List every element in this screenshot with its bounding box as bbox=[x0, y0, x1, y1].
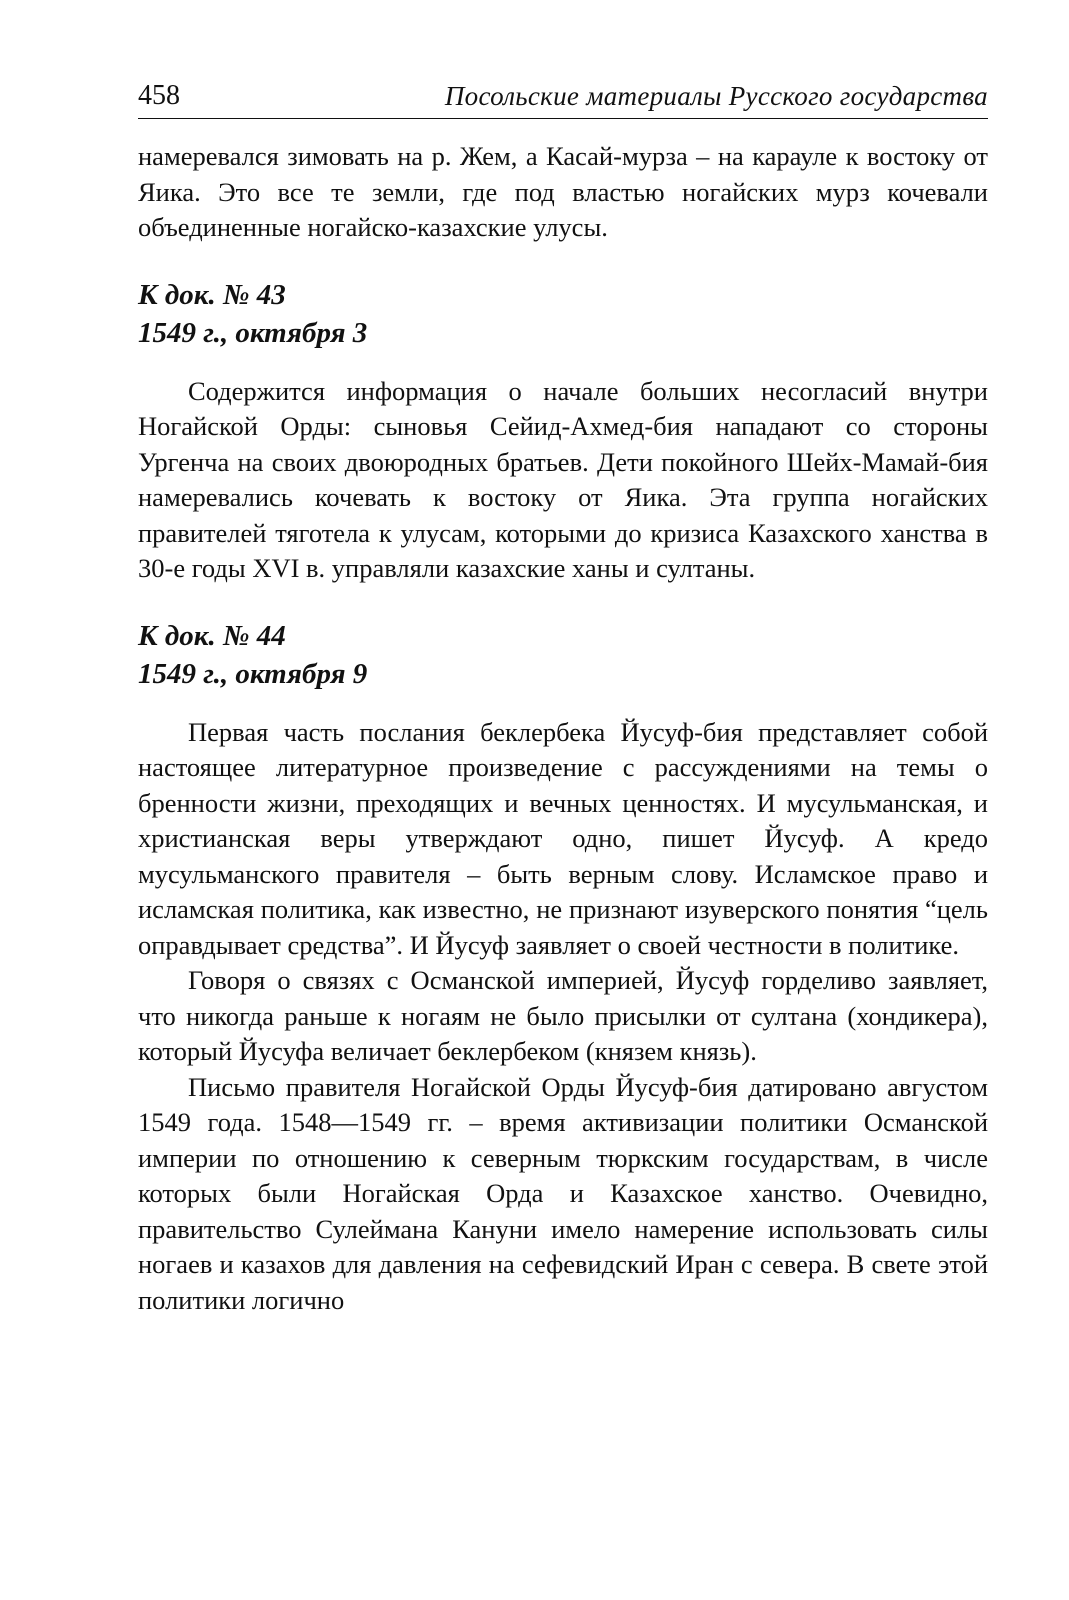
running-head bbox=[138, 78, 988, 119]
paragraph: Содержится информация о начале больших несогласий внутри Ногайской Орды: сыновья Сейид-Ахмед-бия нападают со стороны Ургенча на своих двоюродных братьев. Дети покойного Шейх-Мамай-бия намеревались кочевать к востоку от Яика. Эта группа ногайских правителей тяготела к улусам, которыми до кризиса Казахского ханства в 30-е годы XVI в. управляли казахские ханы и султаны. bbox=[138, 375, 988, 583]
doc-heading bbox=[138, 276, 988, 352]
intro-paragraph: намеревался зимовать на р. Жем, а Касай-мурза – на карауле к востоку от Яика. Это все те земли, где под властью ногайских мурз кочевали объединенные ногайско-казахские улусы. bbox=[138, 141, 988, 242]
doc-date: 1549 г., октября 9 bbox=[138, 657, 368, 690]
book-page bbox=[138, 78, 988, 1318]
doc-ref: К док. № 43 bbox=[138, 278, 286, 311]
paragraph: Первая часть послания беклербека Йусуф-бия представляет собой настоящее литературное произведение с рассуждениями на темы о бренности жизни, преходящих и вечных ценностях. И мусульманская, и христианская веры утверждают одно, пишет Йусуф. А кредо мусульманского правителя – быть верным слову. Исламское право и исламская политика, как известно, не признают изуверского понятия “цель оправдывает средства”. И Йусуф заявляет о своей честности в политике. bbox=[138, 716, 988, 960]
body-text bbox=[138, 139, 988, 1318]
paragraph: Говоря о связях с Османской империей, Йусуф горделиво заявляет, что никогда раньше к ногаям не было присылки от султана (хондикера), который Йусуфа величает беклербеком (князем князь). bbox=[138, 965, 988, 1066]
page-number: 458 bbox=[138, 80, 180, 111]
section-doc-43 bbox=[138, 276, 988, 587]
doc-heading bbox=[138, 617, 988, 693]
doc-date: 1549 г., октября 3 bbox=[138, 316, 368, 349]
doc-ref: К док. № 44 bbox=[138, 619, 286, 652]
paragraph: Письмо правителя Ногайской Орды Йусуф-бия датировано августом 1549 года. 1548—1549 гг. – время активизации политики Османской империи по отношению к северным тюркским государствам, в числе которых были Ногайская Орда и Казахское ханство. Очевидно, правительство Сулеймана Кануни имело намерение использовать силы ногаев и казахов для давления на сефевидский Иран с севера. В свете этой политики логично bbox=[138, 1071, 988, 1315]
running-title: Посольские материалы Русского государства bbox=[444, 81, 988, 111]
section-doc-44 bbox=[138, 617, 988, 1319]
